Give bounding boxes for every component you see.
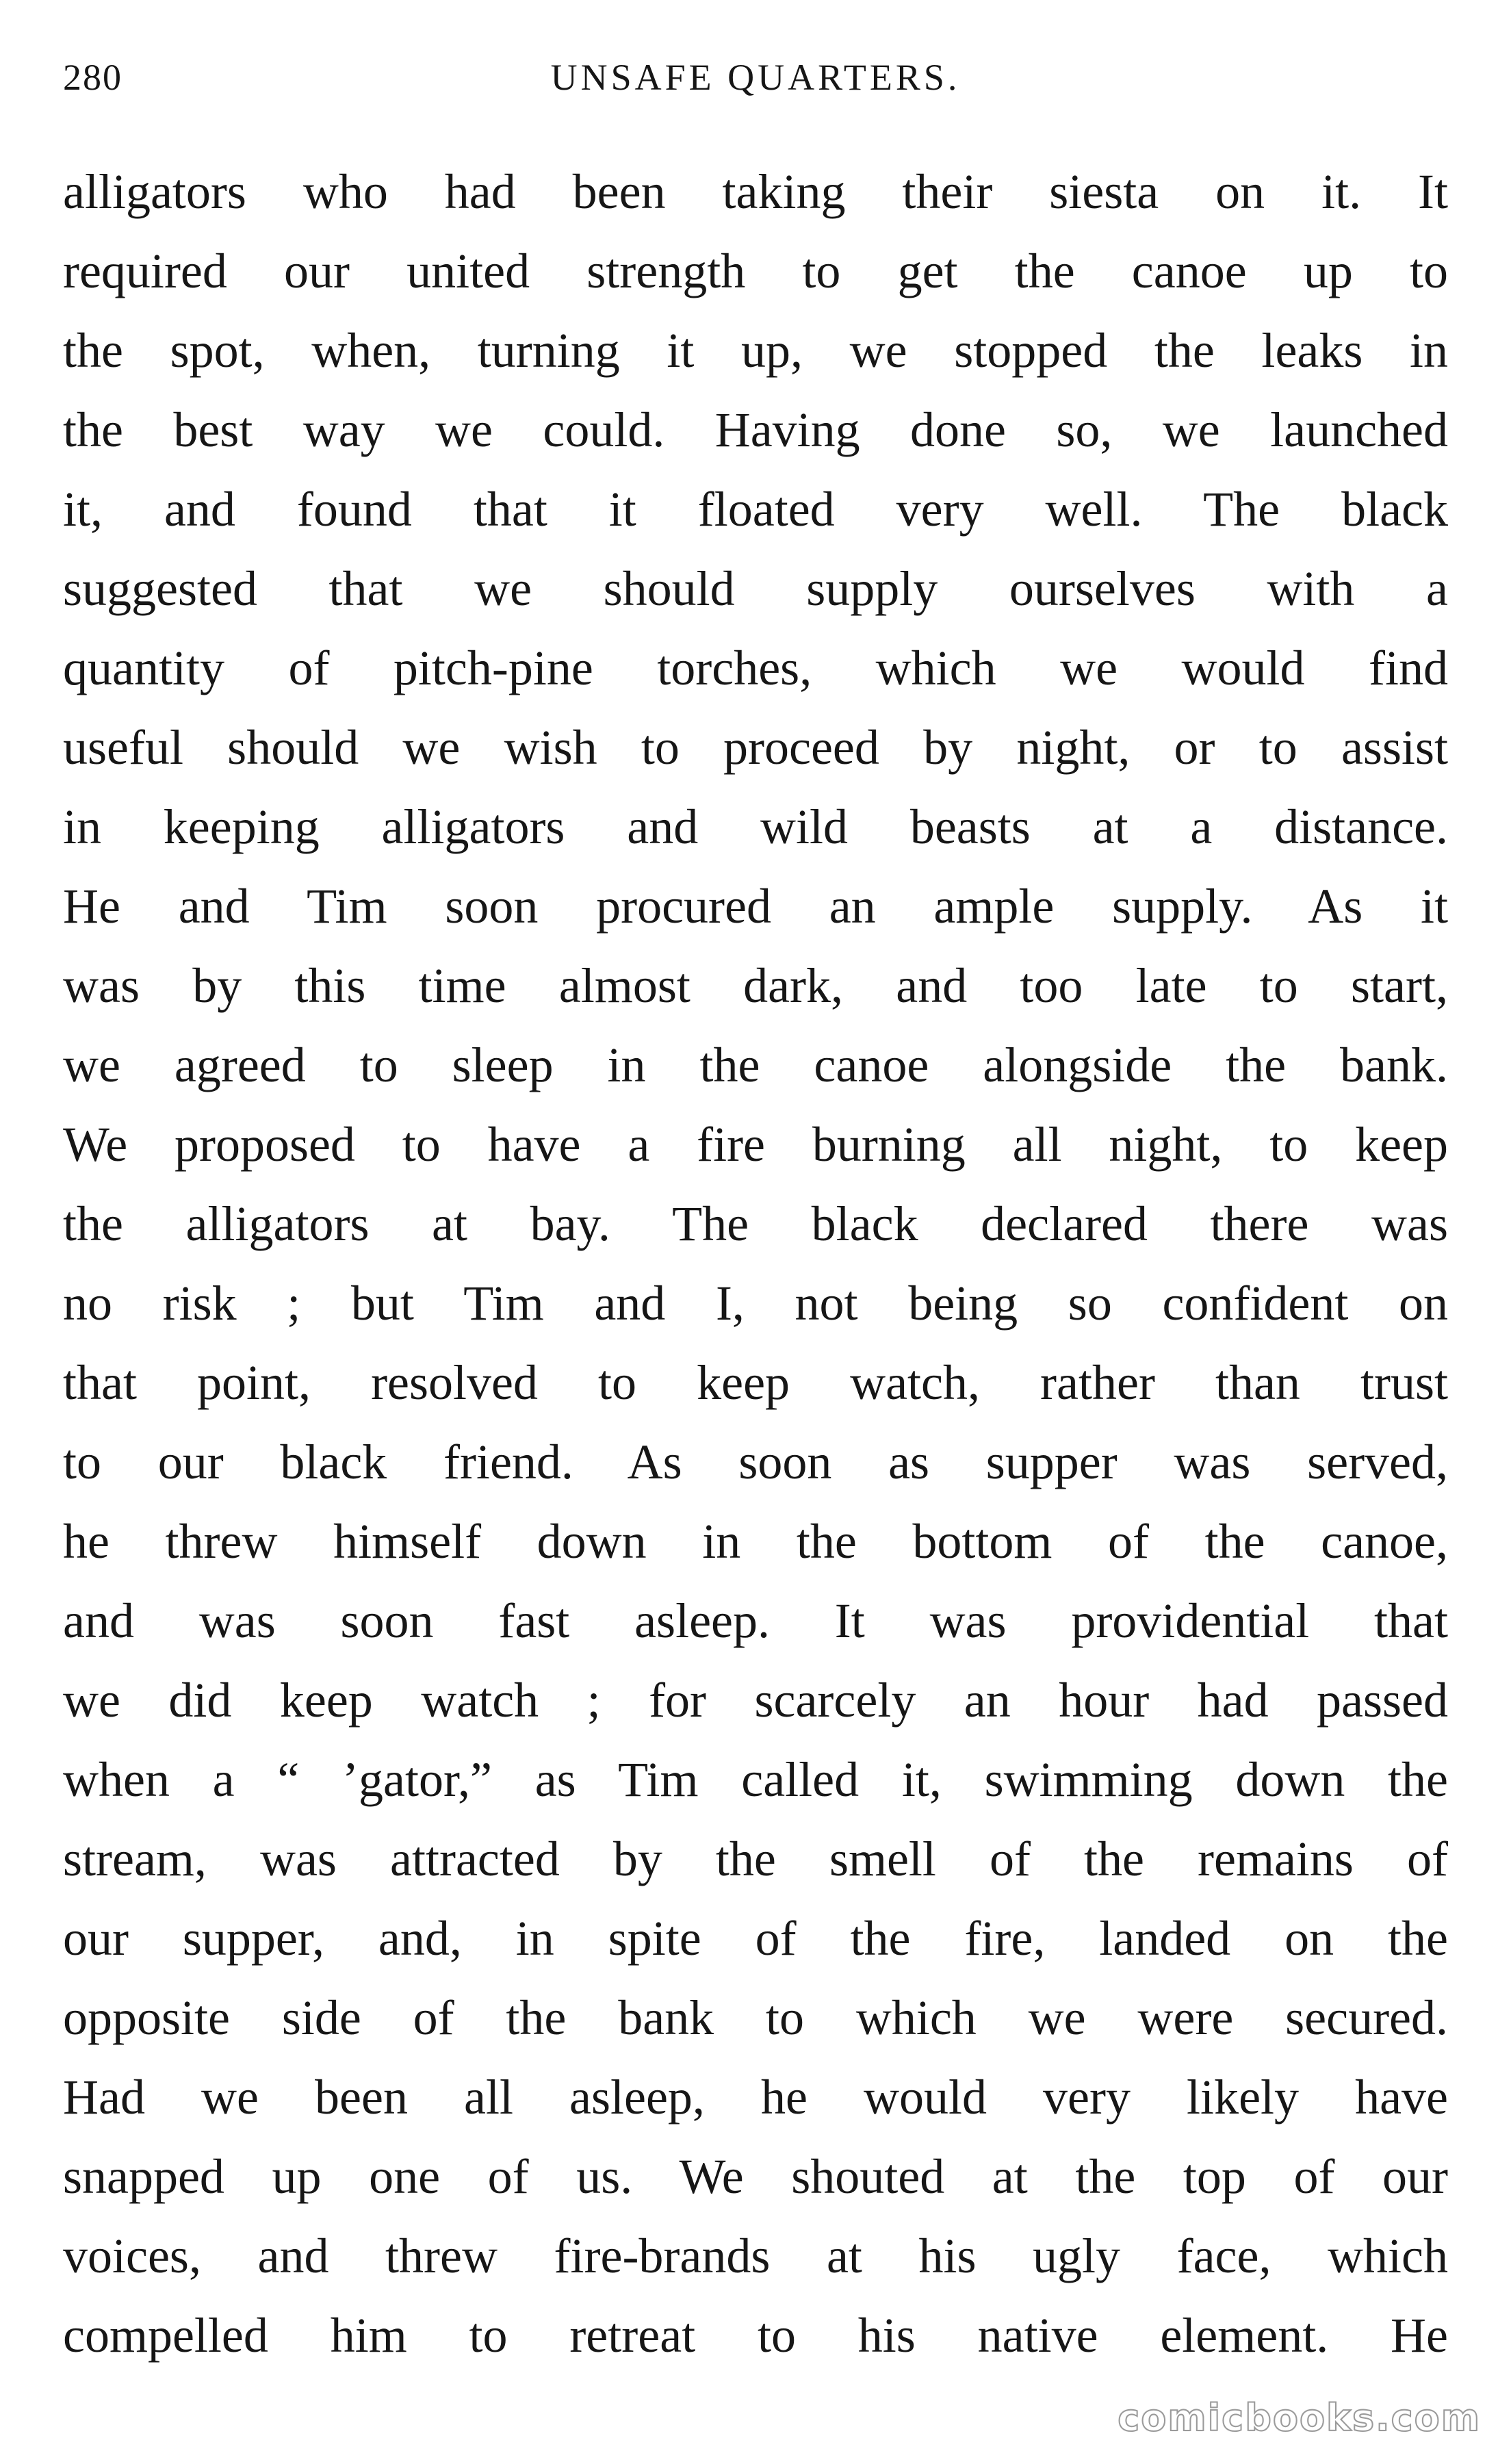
text-line: opposite side of the bank to which we were secured. <box>63 1990 1448 2045</box>
text-line: the spot, when, turning it up, we stopped the leaks in <box>63 323 1448 378</box>
watermark: comicbooks.com <box>1118 2396 1481 2439</box>
text-line: He and Tim soon procured an ample supply. As it <box>63 879 1448 934</box>
text-line: he threw himself down in the bottom of the canoe, <box>63 1514 1448 1569</box>
body-text <box>63 152 1448 2375</box>
text-line: We proposed to have a fire burning all night, to keep <box>63 1117 1448 1172</box>
text-line: in keeping alligators and wild beasts at a distance. <box>63 799 1448 854</box>
text-line: our supper, and, in spite of the fire, landed on the <box>63 1911 1448 1966</box>
text-line: the alligators at bay. The black declared there was <box>63 1196 1448 1251</box>
text-line: voices, and threw fire-brands at his ugly face, which <box>63 2229 1448 2283</box>
text-line: was by this time almost dark, and too late to start, <box>63 958 1448 1013</box>
running-title: UNSAFE QUARTERS. <box>550 57 961 98</box>
text-line: we did keep watch ; for scarcely an hour had passed <box>63 1673 1448 1728</box>
text-line: required our united strength to get the canoe up to <box>63 244 1448 298</box>
page-header <box>63 56 1448 111</box>
text-line: alligators who had been taking their siesta on it. It <box>63 164 1448 219</box>
text-line: we agreed to sleep in the canoe alongside the bank. <box>63 1038 1448 1092</box>
text-line: Had we been all asleep, he would very likely have <box>63 2070 1448 2125</box>
text-line: and was soon fast asleep. It was providential that <box>63 1593 1448 1648</box>
text-line: stream, was attracted by the smell of the remains of <box>63 1832 1448 1886</box>
text-line: compelled him to retreat to his native element. He <box>63 2308 1448 2363</box>
text-line: no risk ; but Tim and I, not being so confident on <box>63 1276 1448 1331</box>
text-line: that point, resolved to keep watch, rather than trust <box>63 1355 1448 1410</box>
text-line: the best way we could. Having done so, we launched <box>63 402 1448 457</box>
text-line: it, and found that it floated very well. The black <box>63 482 1448 537</box>
text-line: to our black friend. As soon as supper was served, <box>63 1435 1448 1489</box>
text-line: snapped up one of us. We shouted at the top of our <box>63 2149 1448 2204</box>
text-line: when a “ ’gator,” as Tim called it, swimming down the <box>63 1752 1448 1807</box>
page-number: 280 <box>63 57 122 98</box>
text-line: useful should we wish to proceed by night, or to assist <box>63 720 1448 775</box>
text-line: suggested that we should supply ourselves with a <box>63 561 1448 616</box>
text-line: quantity of pitch-pine torches, which we would find <box>63 641 1448 695</box>
